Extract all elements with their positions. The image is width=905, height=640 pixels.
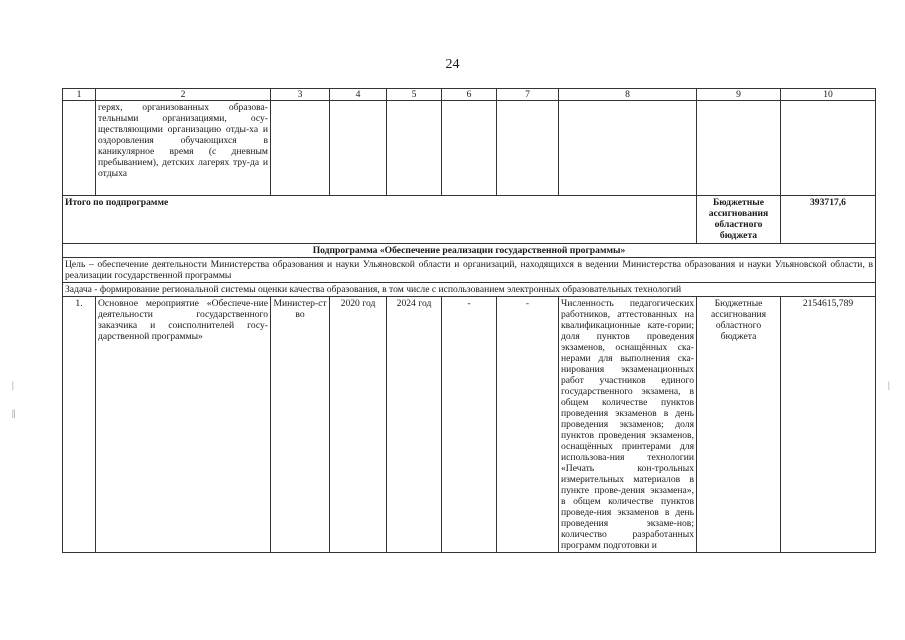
executor: Министер-ство bbox=[271, 297, 330, 553]
row-number: 1. bbox=[63, 297, 96, 553]
left-margin-mark: || bbox=[12, 408, 16, 418]
col-header: 2 bbox=[96, 89, 271, 101]
left-margin-mark: | bbox=[12, 380, 14, 390]
funding-source: Бюджетные ассигнования областного бюджета bbox=[697, 297, 781, 553]
col-header: 7 bbox=[497, 89, 559, 101]
funding-amount: 2154615,789 bbox=[781, 297, 876, 553]
column-number-row bbox=[63, 89, 876, 101]
measure-name: Основное мероприятие «Обеспече-ние деятельности государственного заказчика и соисполнителей госу-дарственной программы» bbox=[96, 297, 271, 553]
continued-text: герях, организованных образова-тельными организациями, осу-ществляющими организацию отды-ха и оздоровления обучающихся в каникулярное время (с дневным пребыванием), детских лагерях тру-да и отдыха bbox=[96, 101, 271, 196]
start-year: 2020 год bbox=[330, 297, 387, 553]
subprogram-row bbox=[63, 244, 876, 258]
col-header: 9 bbox=[697, 89, 781, 101]
continued-row bbox=[63, 101, 876, 196]
end-year: 2024 год bbox=[387, 297, 442, 553]
total-funding: Бюджетные ассигнования областного бюджета bbox=[697, 196, 781, 244]
col-header: 10 bbox=[781, 89, 876, 101]
right-margin-mark: | bbox=[888, 380, 890, 390]
program-table bbox=[62, 88, 876, 553]
col-header: 5 bbox=[387, 89, 442, 101]
total-amount: 393717,6 bbox=[781, 196, 876, 244]
col-header: 8 bbox=[559, 89, 697, 101]
col-header: 4 bbox=[330, 89, 387, 101]
indicators-text: Численность педагогических работников, аттестованных на квалификационные кате-гории; доля пунктов проведения экзаменов, оснащённых ска-нерами для выполнения ска-нирования экзаменационных работ участников единого государственного экзамена, в общем количестве пунктов проведения экзаменов в день проведения экзаменов; доля пунктов проведения экзаменов, оснащённых принтерами для использова-ния технологии «Печать кон-трольных измерительных материалов в пункте прове-дения экзамена», в общем количестве пунктов проведе-ния экзаменов в день проведения экзаме-нов; количество разработанных программ подготовки и bbox=[559, 297, 697, 553]
total-label: Итого по подпрограмме bbox=[63, 196, 697, 244]
col-header: 3 bbox=[271, 89, 330, 101]
subprogram-title: Подпрограмма «Обеспечение реализации государственной программы» bbox=[63, 244, 876, 258]
total-row bbox=[63, 196, 876, 244]
task-row bbox=[63, 283, 876, 297]
col-header: 1 bbox=[63, 89, 96, 101]
goal-text: Цель – обеспечение деятельности Министерства образования и науки Ульяновской области и организаций, находящихся в ведении Министерства образования и науки Ульяновской области, в реализации государственной программы bbox=[63, 258, 876, 283]
col6-value: - bbox=[442, 297, 497, 553]
page-number: 24 bbox=[445, 57, 460, 72]
task-text: Задача - формирование региональной системы оценки качества образования, в том числе с использованием электронных образовательных технологий bbox=[63, 283, 876, 297]
col-header: 6 bbox=[442, 89, 497, 101]
col7-value: - bbox=[497, 297, 559, 553]
table-row bbox=[63, 297, 876, 553]
goal-row bbox=[63, 258, 876, 283]
